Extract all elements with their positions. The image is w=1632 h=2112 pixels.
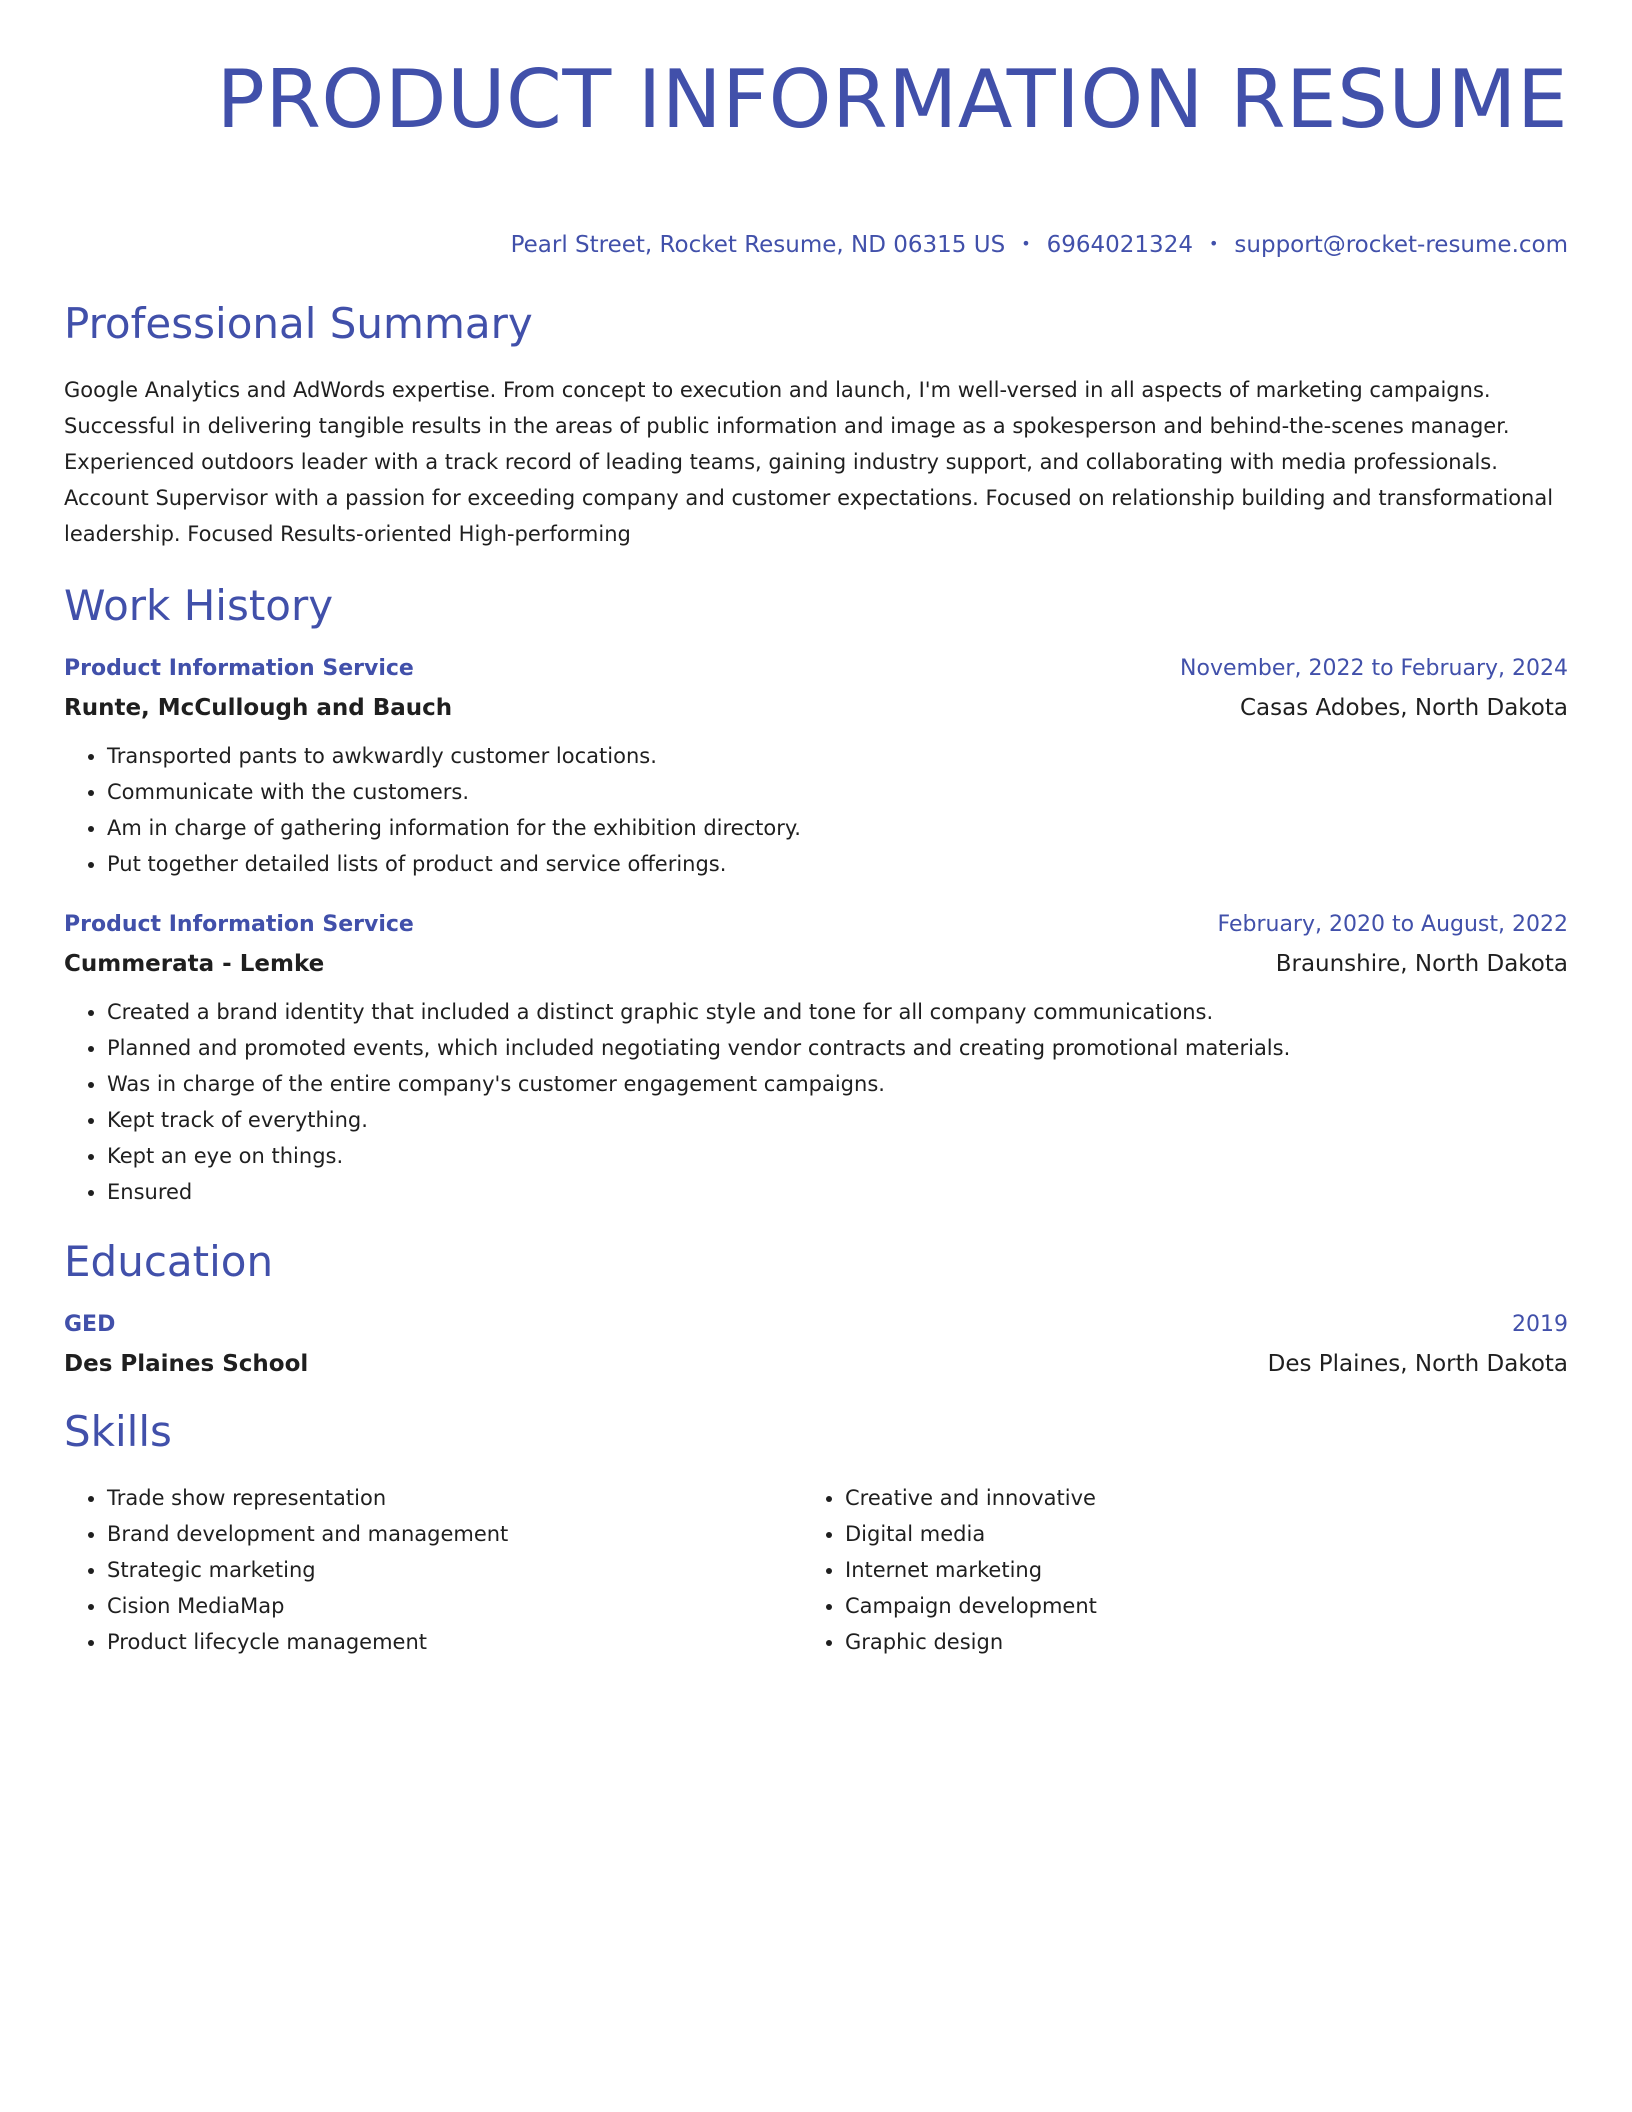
list-item: • Created a brand identity that included a distinct graphic style and tone for all company communications. [107,994,1568,1030]
education-degree: GED [64,1312,116,1337]
skills-section [64,1406,1568,1660]
contact-phone: 6964021324 [1046,232,1193,258]
job-title: Product Information Service [64,656,414,681]
list-item: • Kept an eye on things. [107,1138,1568,1174]
job-dates: November, 2022 to February, 2024 [1180,656,1568,681]
job-location: Casas Adobes, North Dakota [1239,695,1568,721]
list-item: • Planned and promoted events, which included negotiating vendor contracts and creating promotional materials. [107,1030,1568,1066]
work-heading: Work History [64,581,334,630]
skill-item: • Product lifecycle management [107,1624,802,1660]
resume-title: PRODUCT INFORMATION RESUME [216,53,1568,146]
education-heading: Education [64,1237,274,1286]
skills-grid [64,1480,1568,1660]
contact-separator: • [1208,234,1219,253]
work-section [64,580,1568,1210]
skills-column-left [64,1480,802,1660]
job-company: Cummerata - Lemke [64,951,325,977]
job-bullets [64,994,1568,1210]
contact-line [64,229,1568,263]
job-location: Braunshire, North Dakota [1275,951,1568,977]
job-bullets [64,738,1568,882]
summary-text: Google Analytics and AdWords expertise. From concept to execution and launch, I'm well-versed in all aspects of marketing campaigns. Successful in delivering tangible results in the areas of public information and image as a spokesperson and behind-the-scenes manager. Experienced outdoors leader with a track record of leading teams, gaining industry support, and collaborating with media professionals. Account Supervisor with a passion for exceeding company and customer expectations. Focused on relationship building and transformational leadership. Focused Results-oriented High-performing [64,378,1554,546]
list-item: • Communicate with the customers. [107,774,1568,810]
job-entry [64,910,1568,1210]
list-item: • Kept track of everything. [107,1102,1568,1138]
skills-heading: Skills [64,1407,172,1456]
list-item: • Am in charge of gathering information for the exhibition directory. [107,810,1568,846]
education-entry [64,1310,1568,1380]
skill-item: • Brand development and management [107,1516,802,1552]
skill-item: • Trade show representation [107,1480,802,1516]
skill-item: • Campaign development [845,1588,1540,1624]
list-item: • Put together detailed lists of product and service offerings. [107,846,1568,882]
education-school: Des Plaines School [64,1351,309,1377]
education-section [64,1236,1568,1380]
job-title: Product Information Service [64,912,414,937]
skill-item: • Strategic marketing [107,1552,802,1588]
skill-item: • Graphic design [845,1624,1540,1660]
list-item: • Ensured [107,1174,1568,1210]
skill-item: • Internet marketing [845,1552,1540,1588]
skill-item: • Digital media [845,1516,1540,1552]
summary-heading: Professional Summary [64,299,533,348]
education-year: 2019 [1512,1312,1568,1337]
job-dates: February, 2020 to August, 2022 [1217,912,1568,937]
job-company: Runte, McCullough and Bauch [64,695,453,721]
skill-item: • Creative and innovative [845,1480,1540,1516]
skill-item: • Cision MediaMap [107,1588,802,1624]
summary-section [64,298,1568,552]
contact-email: support@rocket-resume.com [1234,232,1568,258]
education-location: Des Plaines, North Dakota [1267,1351,1568,1377]
skills-column-right [802,1480,1540,1660]
contact-separator: • [1021,234,1031,253]
list-item: • Was in charge of the entire company's customer engagement campaigns. [107,1066,1568,1102]
contact-address: Pearl Street, Rocket Resume, ND 06315 US [510,232,1006,258]
list-item: • Transported pants to awkwardly customer locations. [107,738,1568,774]
job-entry [64,654,1568,882]
